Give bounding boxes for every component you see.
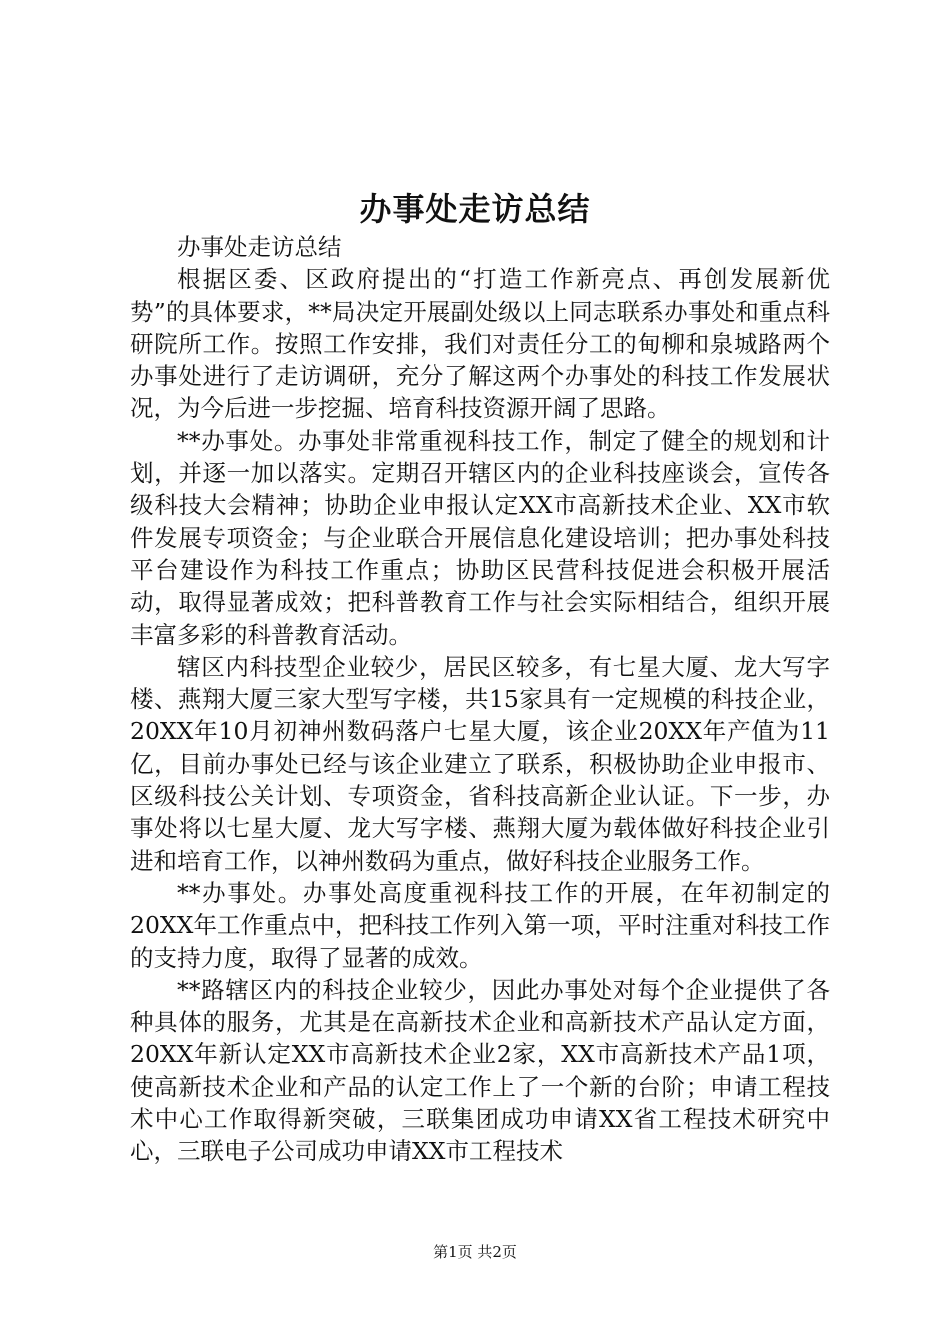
paragraph-intro: 根据区委、区政府提出的“打造工作新亮点、再创发展新优势”的具体要求，**局决定开展副处级以上同志联系办事处和重点科研院所工作。按照工作安排，我们对责任分工的甸柳和泉城路两个办事处进行了走访调研，充分了解这两个办事处的科技工作发展状况，为今后进一步挖掘、培育科技资源开阔了思路。 (130, 265, 830, 423)
document-title: 办事处走访总结 (359, 190, 591, 228)
paragraph-office-1-enterprises: 辖区内科技型企业较少，居民区较多，有七星大厦、龙大写字楼、燕翔大厦三家大型写字楼，共15家具有一定规模的科技企业，20XX年10月初神州数码落户七星大厦，该企业20XX年产值为11亿，目前办事处已经与该企业建立了联系，积极协助企业申报市、区级科技公关计划、专项资金，省科技高新企业认证。下一步，办事处将以七星大厦、龙大写字楼、燕翔大厦为载体做好科技企业引进和培育工作，以神州数码为重点，做好科技企业服务工作。 (130, 652, 830, 875)
paragraph-subtitle: 办事处走访总结 (177, 233, 342, 261)
document-body (130, 231, 830, 1168)
paragraph-office-2-enterprises: **路辖区内的科技企业较少，因此办事处对每个企业提供了各种具体的服务，尤其是在高新技术企业和高新技术产品认定方面，20XX年新认定XX市高新技术企业2家，XX市高新技术产品1项，使高新技术企业和产品的认定工作上了一个新的台阶；申请工程技术中心工作取得新突破，三联集团成功申请XX省工程技术研究中心，三联电子公司成功申请XX市工程技术 (130, 975, 830, 1166)
paragraph-office-2: **办事处。办事处高度重视科技工作的开展，在年初制定的20XX年工作重点中，把科技工作列入第一项，平时注重对科技工作的支持力度，取得了显著的成效。 (130, 878, 830, 972)
paragraph-office-1: **办事处。办事处非常重视科技工作，制定了健全的规划和计划，并逐一加以落实。定期召开辖区内的企业科技座谈会，宣传各级科技大会精神；协助企业申报认定XX市高新技术企业、XX市软件发展专项资金；与企业联合开展信息化建设培训；把办事处科技平台建设作为科技工作重点；协助区民营科技促进会积极开展活动，取得显著成效；把科普教育工作与社会实际相结合，组织开展丰富多彩的科普教育活动。 (130, 426, 830, 649)
page-number-footer: 第1页 共2页 (433, 1243, 517, 1261)
